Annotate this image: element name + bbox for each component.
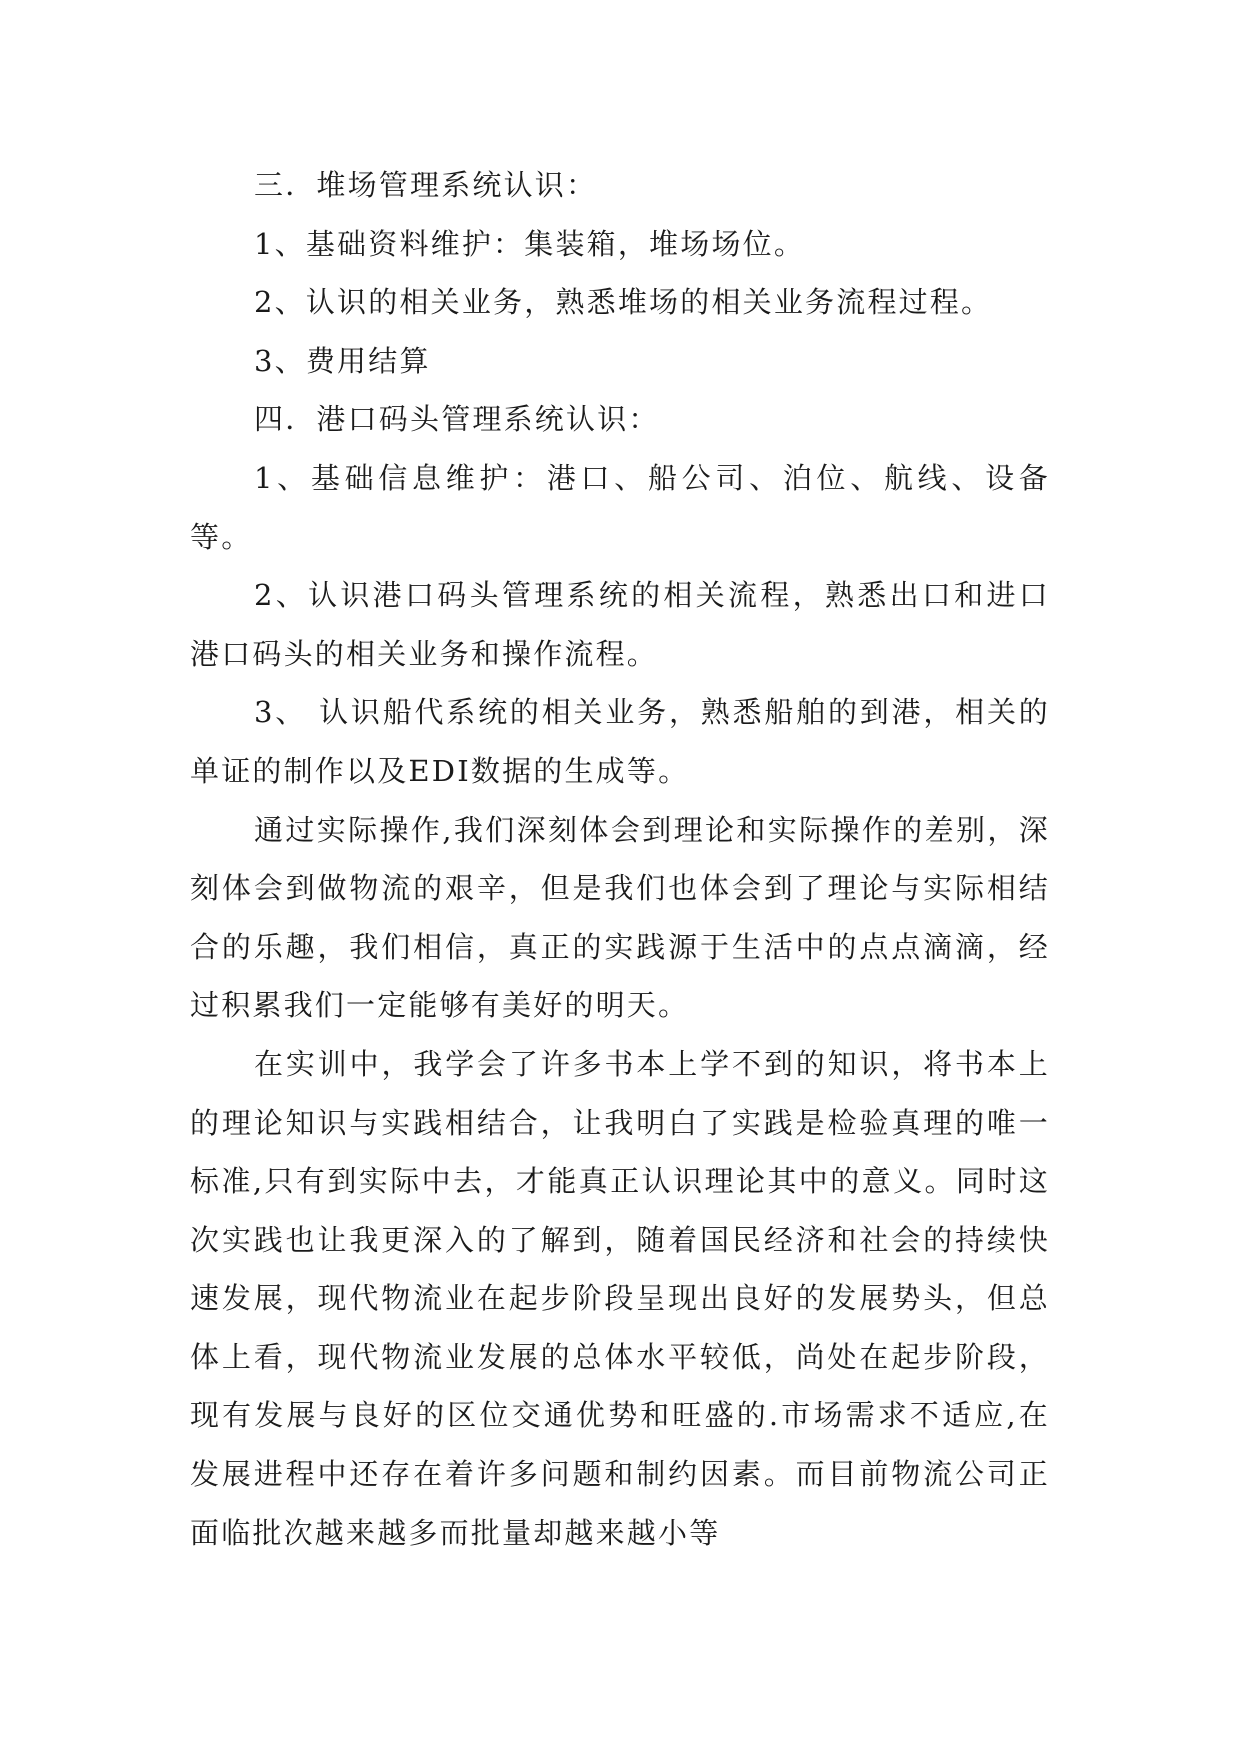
document-body [190, 156, 1050, 1562]
paragraph-training-summary: 在实训中，我学会了许多书本上学不到的知识，将书本上的理论知识与实践相结合，让我明白了实践是检验真理的唯一标准,只有到实际中去，才能真正认识理论其中的意义。同时这次实践也让我更深入的了解到，随着国民经济和社会的持续快速发展，现代物流业在起步阶段呈现出良好的发展势头，但总体上看，现代物流业发展的总体水平较低，尚处在起步阶段，现有发展与良好的区位交通优势和旺盛的.市场需求不适应,在发展进程中还存在着许多问题和制约因素。而目前物流公司正面临批次越来越多而批量却越来越小等 [190, 1046, 1050, 1550]
paragraph-port-item-1: 1、基础信息维护：港口、船公司、泊位、航线、设备等。 [190, 460, 1050, 554]
paragraph-yard-item-3: 3、费用结算 [254, 343, 431, 378]
paragraph-yard-item-1: 1、基础资料维护：集装箱，堆场场位。 [254, 226, 806, 261]
paragraph-port-item-2: 2、认识港口码头管理系统的相关流程，熟悉出口和进口港口码头的相关业务和操作流程。 [190, 578, 1050, 671]
paragraph-yard-item-2: 2、认识的相关业务，熟悉堆场的相关业务流程过程。 [254, 285, 993, 320]
heading-port-terminal-management: 四．港口码头管理系统认识： [254, 402, 660, 437]
paragraph-practice-reflection: 通过实际操作,我们深刻体会到理论和实际操作的差别，深刻体会到做物流的艰辛，但是我们也体会到了理论与实际相结合的乐趣，我们相信，真正的实践源于生活中的点点滴滴，经过积累我们一定能够有美好的明天。 [190, 812, 1050, 1023]
heading-yard-management: 三．堆场管理系统认识： [254, 168, 598, 202]
paragraph-port-item-3: 3、 认识船代系统的相关业务，熟悉船舶的到港，相关的单证的制作以及EDI数据的生成等。 [190, 695, 1050, 788]
